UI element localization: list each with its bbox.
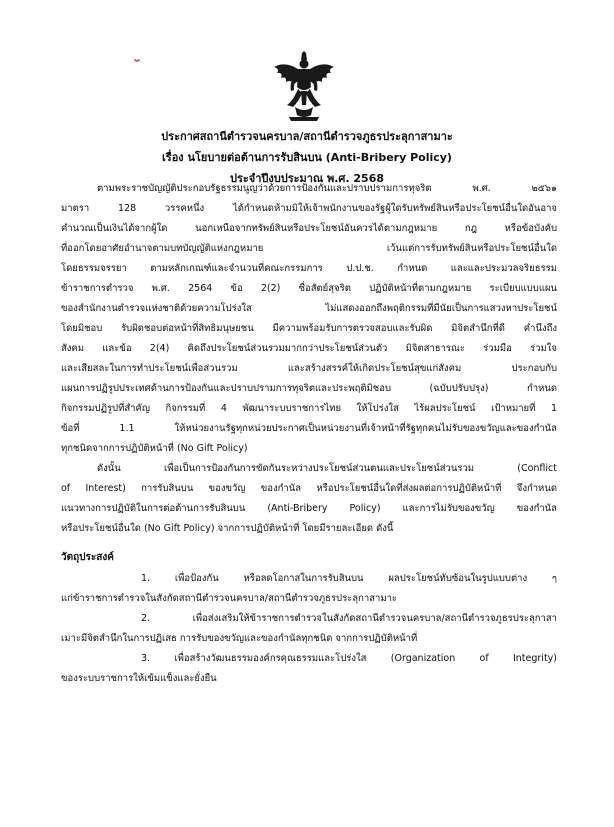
intro-line: ข้าราชการตำรวจ พ.ศ. 2564 ข้อ 2(2) ซื่อสัตย์สุจริต ปฏิบัติหน้าที่ตามกฎหมาย ระเบียบแบบแผน xyxy=(61,283,557,294)
intro-line: โดยธรรมจรรยา ตามหลักเกณฑ์และจำนวนที่คณะกรรมการ ป.ป.ช. กำหนด และและประมวลจริยธรรม xyxy=(61,263,557,274)
objective-line: แก่ข้าราชการตำรวจในสังกัดสถานีตำรวจนครบาล/สถานีตำรวจภูธรประลุกาสามาะ xyxy=(61,593,398,604)
garuda-emblem-icon xyxy=(271,51,337,123)
header-title: ประกาศสถานีตำรวจนครบาล/สถานีตำรวจภูธรประลุกาสามาะ xyxy=(161,130,453,143)
document-body xyxy=(61,179,557,689)
objective-line: 2. เพื่อส่งเสริมให้ข้าราชการตำรวจในสังกัดสถานีตำรวจนครบาล/สถานีตำรวจภูธรประลุกาสา xyxy=(141,613,557,624)
intro-line: สังคม และข้อ 2(4) คิดถึงประโยชน์ส่วนรวมมากกว่าประโยชน์ส่วนตัว มิจิตสาธารณะ ร่วมมือ ร่วมใจ xyxy=(61,343,557,354)
intro-line: โดยมิชอบ รับผิดชอบต่อหน้าที่สิทธิมนุษยชน มีความพร้อมรับการตรวจสอบและรับผิด มิจิตสำนึกที่ดี คำนึงถึง xyxy=(61,323,557,334)
intro-line: ข้อที่ 1.1 ให้หน่วยงานรัฐทุกหน่วยประกาศเป็นหน่วยงานที่เจ้าหน้าที่รัฐทุกคนไม่รับของขวัญและของกำนัล xyxy=(61,423,557,434)
second-paragraph-line: หรือประโยชน์อื่นใด (No Gift Policy) จากการปฏิบัติหน้าที่ โดยมีรายละเอียด ดังนี้ xyxy=(61,523,394,534)
intro-line: กิจกรรมปฏิรูปที่สำคัญ กิจกรรมที่ 4 พัฒนาระบบราชการไทย ให้โปร่งใส ไร้ผลประโยชน์ เป้าหมายที่ 1 xyxy=(61,403,557,414)
intro-line: คำนวณเป็นเงินได้จากผู้ใด นอกเหนือจากทรัพย์สินหรือประโยชน์อันควรได้ตามกฎหมาย กฎ หรือข้อบังคับ xyxy=(61,223,557,234)
intro-line: และเสียสละในการทำประโยชน์เพื่อส่วนรวม และสร้างสรรค์ให้เกิดประโยชน์สุขแก่สังคม ประกอบกับ xyxy=(61,363,557,374)
red-mark-icon xyxy=(134,58,140,64)
second-paragraph-line: ดังนั้น เพื่อเป็นการป้องกันการขัดกันระหว่างประโยชน์ส่วนตนและประโยชน์ส่วนรวม (Conflict xyxy=(97,463,557,474)
second-paragraph-line: of Interest) การรับสินบน ของขวัญ ของกำนัล หรือประโยชน์อื่นใดที่ส่งผลต่อการปฏิบัติหน้าที่ จึงกำหนด xyxy=(61,483,557,494)
intro-line: ของสำนักงานตำรวจแห่งชาติด้วยความโปร่งใส ไม่แสดงออกถึงพฤติกรรมที่มีนัยเป็นการแสวงหาประโยชน์ xyxy=(61,303,557,314)
header-subject: เรื่อง นโยบายต่อต้านการรับสินบน (Anti-Bribery Policy) xyxy=(162,151,452,164)
second-paragraph-line: แนวทางการปฏิบัติในการต่อต้านการรับสินบน (Anti-Bribery Policy) และการไม่รับของขวัญ ของกำนัล xyxy=(61,503,557,514)
objectives-heading: วัตถุประสงค์ xyxy=(61,552,114,563)
intro-line: ที่ออกโดยอาศัยอำนาจตามบทบัญญัติแห่งกฎหมาย เว้นแต่การรับทรัพย์สินหรือประโยชน์อื่นใด xyxy=(61,243,557,254)
objective-line: 1. เพื่อป้องกัน หรือลดโอกาสในการรับสินบน ผลประโยชน์ทับซ้อนในรูปแบบต่าง ๆ xyxy=(141,573,557,584)
intro-line: ตามพระราชบัญญัติประกอบรัฐธรรมนูญว่าด้วยการป้องกันและปราบปรามการทุจริต พ.ศ. ๒๕๖๑ xyxy=(97,183,557,194)
objective-line: 3. เพื่อสร้างวัฒนธรรมองค์กรคุณธรรมและโปร่งใส (Organization of Integrity) xyxy=(141,653,557,664)
header-fiscal-year: ประจำปีงบประมาณ พ.ศ. 2568 xyxy=(229,172,385,185)
intro-line: ทุกชนิดจากการปฏิบัติหน้าที่ (No Gift Policy) xyxy=(61,443,248,454)
objective-line: เมาะมีจิตสำนึกในการปฏิเสธ การรับของขวัญและของกำนัลทุกชนิด จากการปฏิบัติหน้าที่ xyxy=(61,633,418,644)
objective-line: ของระบบราชการให้เข้มแข็งและยั่งยืน xyxy=(61,673,217,684)
intro-line: มาตรา 128 วรรคหนึ่ง ได้กำหนดห้ามมิให้เจ้าพนักงานของรัฐผู้ใดรับทรัพย์สินหรือประโยชน์อื่นใดอันอาจ xyxy=(61,203,557,214)
intro-line: แผนการปฏิรูปประเทศด้านการป้องกันและปราบปรามการทุจริตและประพฤติมิชอบ (ฉบับปรับปรุง) กำหนด xyxy=(61,383,557,394)
